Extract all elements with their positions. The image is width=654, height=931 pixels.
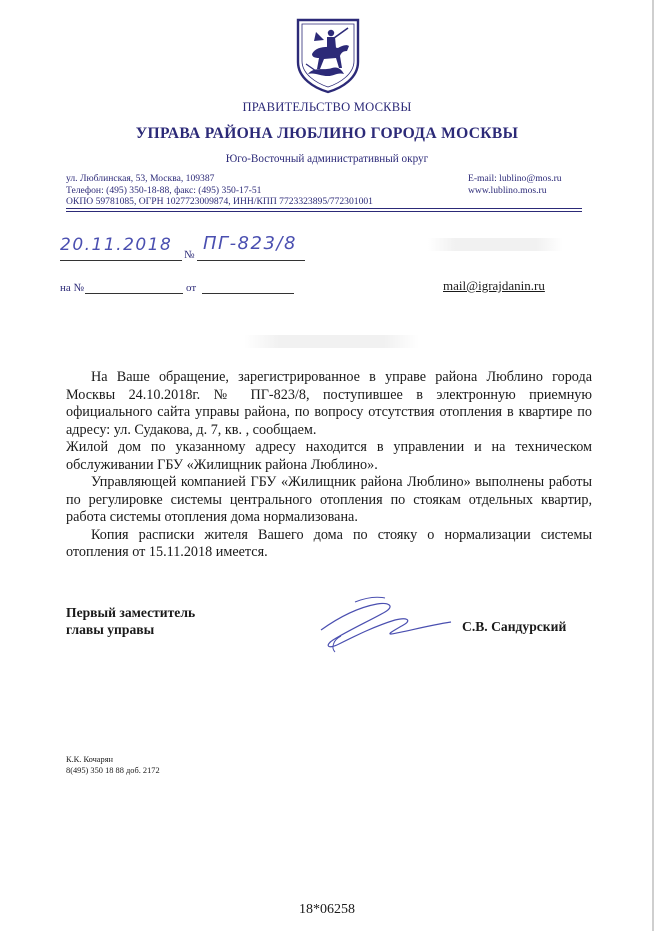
redacted-recipient-name [428,238,563,251]
signer-title-line-2: главы управы [66,622,155,637]
moscow-coat-of-arms-icon [294,16,362,94]
reference-number-label: на № [60,282,85,294]
executor-name: К.К. Кочарян [66,755,114,764]
executor-info [66,755,160,776]
reference-number-underline [85,293,183,294]
signer-title-line-1: Первый заместитель [66,605,196,620]
executor-phone: 8(495) 350 18 88 доб. 2172 [66,765,160,775]
number-underline [197,260,305,261]
government-heading: ПРАВИТЕЛЬСТВО МОСКВЫ [242,100,412,114]
registration-stamp-number: 18*06258 [299,902,355,917]
header-divider-thin [66,211,582,212]
handwritten-date: 20.11.2018 [60,235,173,255]
reference-date-label: от [186,282,197,294]
address-line: ул. Люблинская, 53, Москва, 109387 [66,173,215,184]
phone-line: Телефон: (495) 350-18-88, факс: (495) 350-17-51 [66,184,262,196]
signer-name: С.В. Сандурский [462,619,567,634]
email-line: E-mail: lublino@mos.ru [468,173,562,184]
handwritten-number: ПГ-823/8 [203,233,297,254]
number-label: № [184,249,195,261]
website-line: www.lublino.mos.ru [468,184,547,196]
signer-title [66,604,195,638]
organization-title: УПРАВА РАЙОНА ЛЮБЛИНО ГОРОДА МОСКВЫ [135,125,519,142]
district-subtitle: Юго-Восточный административный округ [225,153,429,165]
body-paragraph-4: Копия расписки жителя Вашего дома по стояку о нормализации системы отопления от 15.11.2018 имеется. [66,526,592,560]
header-divider [66,208,582,209]
date-underline [60,260,182,261]
web-contacts [468,173,562,196]
contact-block [66,173,373,208]
body-paragraph-1: На Ваше обращение, зарегистрированное в управе района Люблино города Москвы 24.10.2018г. № ПГ-823/8, поступившее в электронную приемную официального сайта управы района, по вопросу отсутствия отопления в квартире по адресу: ул. Судакова, д. 7, кв. , сообщаем. [66,369,592,438]
body-paragraph-2: Жилой дом по указанному адресу находится в управлении и на техническом обслуживании ГБУ «Жилищник района Люблино». [66,439,592,473]
codes-line: ОКПО 59781085, ОГРН 1027723009874, ИНН/КПП 7723323895/772301001 [66,196,373,207]
recipient-email: mail@igrajdanin.ru [443,278,545,293]
body-paragraph-3: Управляющей компанией ГБУ «Жилищник района Люблино» выполнены работы по регулировке системы центрального отопления по стоякам отдельных квартир, работа системы отопления дома нормализована. [66,474,592,525]
redacted-salutation [244,335,419,348]
letter-body [66,369,592,562]
handwritten-signature [315,590,455,660]
reference-date-underline [202,293,294,294]
